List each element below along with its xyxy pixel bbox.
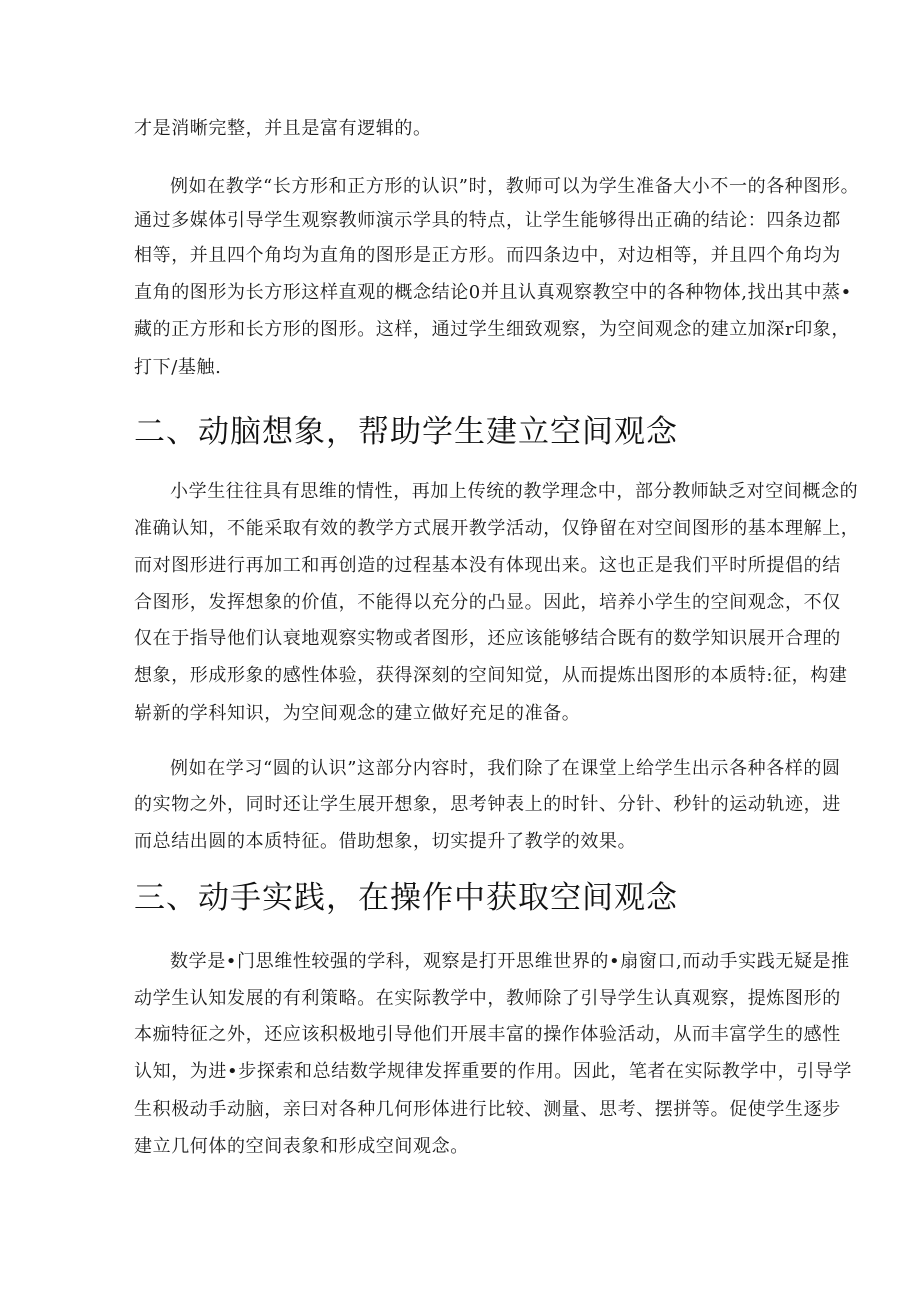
paragraph-line: 建立几何体的空间表象和形成空间观念。	[134, 1136, 469, 1157]
paragraph-line: 崭新的学科知识，为空间观念的建立做好充足的准备。	[134, 703, 581, 724]
paragraph-line: 数学是•门思维性较强的学科，观察是打开思维世界的•扇窗口,而动手实践无疑是推	[170, 951, 850, 972]
paragraph-line: 而对图形进行再加工和再创造的过程基本没有体现出来。这也正是我们平时所提倡的结	[134, 555, 841, 576]
paragraph-line: 才是消晰完整，并且是富有逻辑的。	[134, 118, 432, 139]
paragraph-line: 通过多媒体引导学生观察教师演示学具的特点，让学生能够得出正确的结论：四条边都	[134, 210, 841, 231]
paragraph-line: 动学生认知发展的有利策略。在实际教学中，教师除了引导学生认真观察，提炼图形的	[134, 988, 841, 1009]
section-heading: 三、动手实践，在操作中获取空间观念	[134, 880, 678, 916]
section-heading: 二、动脑想象，帮助学生建立空间观念	[134, 414, 678, 450]
paragraph-line: 生积极动手动脑，亲曰对各种几何形体进行比较、测量、思考、摆拼等。促使学生逐步	[134, 1099, 841, 1120]
paragraph-line: 而总结出圆的本质特征。借助想象，切实提升了教学的效果。	[134, 831, 637, 852]
paragraph-line: 直角的图形为长方形这样直观的概念结论0并且认真观察教空中的各种物体,找出其中蒸•	[134, 282, 852, 303]
paragraph-line: 小学生往往具有思维的情性，再加上传统的教学理念中，部分教师缺乏对空间概念的	[170, 481, 859, 502]
paragraph-line: 合图形，发挥想象的价值，不能得以充分的凸显。因此，培养小学生的空间观念，不仅	[134, 592, 841, 613]
paragraph-line: 的实物之外，同时还让学生展开想象，思考钟表上的时针、分针、秒针的运动轨迹，进	[134, 794, 841, 815]
paragraph-line: 打下/基触.	[134, 357, 222, 378]
paragraph-line: 藏的正方形和长方形的图形。这样，通过学生细致观察，为空间观念的建立加深r印象，	[134, 319, 851, 340]
paragraph-line: 本痂特征之外，还应该积极地引导他们开展丰富的操作体验活动，从而丰富学生的感性	[134, 1024, 841, 1045]
paragraph-line: 相等，并且四个角均为直角的图形是正方形。而四条边中，对边相等，并且四个角均为	[134, 245, 841, 266]
paragraph-line: 想象，形成形象的感性体验，获得深刻的空间知觉，从而提炼出图形的本质特:征，构建	[134, 665, 848, 686]
paragraph-line: 认知，为进•步探索和总结数学规律发挥重要的作用。因此，笔者在实际教学中，引导学	[134, 1061, 853, 1082]
paragraph-line: 准确认知，不能采取有效的教学方式展开教学活动，仅铮留在对空间图形的基本理解上，	[134, 518, 860, 539]
paragraph-line: 仅在于指导他们认衰地观察实物或者图形，还应该能够结合既有的数学知识展开合理的	[134, 628, 841, 649]
paragraph-line: 例如在教学“长方形和正方形的认识”时，教师可以为学生准备大小不一的各种图形。	[170, 176, 860, 197]
paragraph-line: 例如在学习“圆的认识”这部分内容时，我们除了在课堂上给学生出示各种各样的圆	[170, 758, 841, 779]
